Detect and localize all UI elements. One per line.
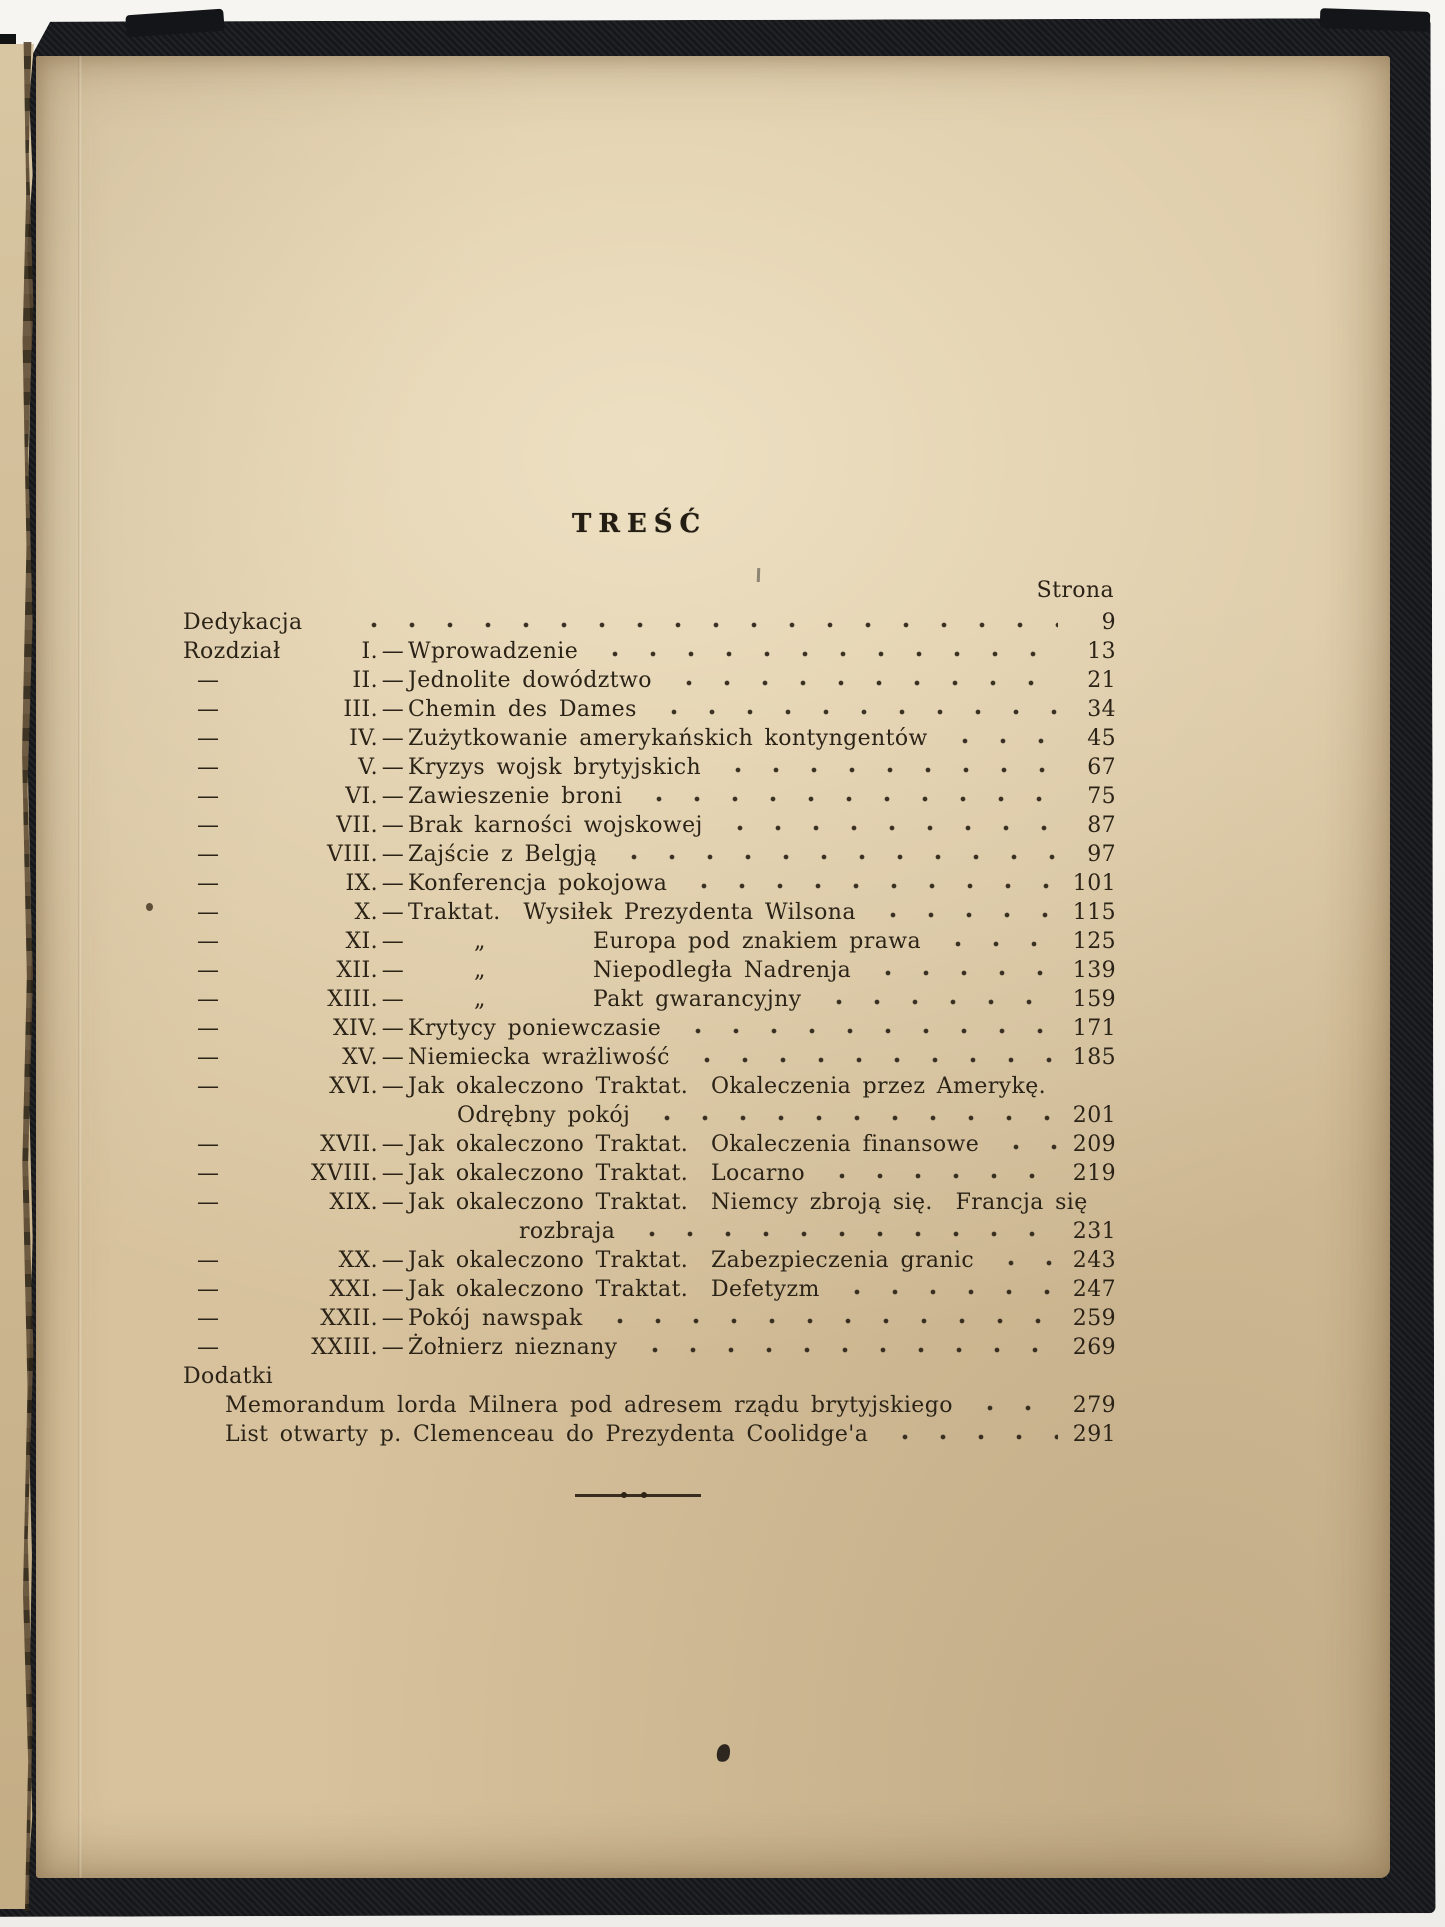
chapter-numeral: I. (361, 639, 378, 664)
chapter-title: Niepodległa Nadrenja (593, 958, 852, 983)
ditto-mark: „ (474, 958, 486, 983)
section-label: Dodatki (183, 1364, 274, 1389)
page-number: 125 (1072, 929, 1116, 954)
chapter-numeral: XXIII. (311, 1335, 378, 1360)
toc-row (183, 927, 1124, 956)
row-label: — (197, 813, 220, 838)
paper-crease (78, 56, 82, 1878)
dot-leader (638, 782, 1058, 811)
chapter-numeral: II. (352, 668, 378, 693)
toc-row (183, 1333, 1124, 1362)
chapter-title: Niemiecka wrażliwość (408, 1045, 670, 1070)
chapter-title: Żołnierz nieznany (408, 1335, 618, 1360)
toc-row (183, 985, 1124, 1014)
toc-row (183, 1188, 1124, 1217)
chapter-title: Zużytkowanie amerykańskich kontyngentów (408, 726, 928, 751)
page-number: 291 (1072, 1422, 1116, 1447)
page-number: 219 (1072, 1161, 1116, 1186)
toc-row (183, 695, 1124, 724)
dash-separator: — (381, 929, 405, 954)
dot-leader (969, 1391, 1058, 1420)
page-number: 279 (1072, 1393, 1116, 1418)
toc-row (183, 1275, 1124, 1304)
toc-row (183, 1130, 1124, 1159)
dash-separator: — (381, 1190, 405, 1215)
page-number: 21 (1087, 668, 1116, 693)
dot-leader (653, 695, 1058, 724)
dash-separator: — (381, 1161, 405, 1186)
page-number: 9 (1101, 610, 1116, 635)
dash-separator: — (381, 871, 405, 896)
row-label: — (197, 987, 220, 1012)
dash-separator: — (381, 697, 405, 722)
toc-row (183, 724, 1124, 753)
toc-row (183, 666, 1124, 695)
dash-separator: — (381, 842, 405, 867)
chapter-numeral: IV. (349, 726, 378, 751)
chapter-numeral: X. (354, 900, 378, 925)
row-label: — (197, 1074, 220, 1099)
row-label: — (197, 1335, 220, 1360)
chapter-numeral: IX. (345, 871, 378, 896)
chapter-numeral: XIV. (333, 1016, 378, 1041)
toc-row (183, 1043, 1124, 1072)
page-number: 13 (1087, 639, 1116, 664)
toc-row (183, 608, 1124, 637)
toc-row (183, 1159, 1124, 1188)
chapter-title: Jak okaleczono Traktat. Defetyzm (408, 1277, 820, 1302)
page-number: 209 (1072, 1132, 1116, 1157)
dash-separator: — (381, 1335, 405, 1360)
toc-row (183, 753, 1124, 782)
cover-cloth-fray (1320, 8, 1431, 32)
row-label: — (197, 755, 220, 780)
page-number: 259 (1072, 1306, 1116, 1331)
chapter-title: Kryzys wojsk brytyjskich (408, 755, 702, 780)
chapter-title: Traktat. Wysiłek Prezydenta Wilsona (408, 900, 856, 925)
row-label: — (197, 726, 220, 751)
chapter-title: Pokój nawspak (408, 1306, 583, 1331)
row-label: — (197, 1190, 220, 1215)
dot-leader (613, 840, 1058, 869)
toc-content (183, 56, 1124, 1878)
page-number: 115 (1072, 900, 1116, 925)
dash-separator: — (381, 1132, 405, 1157)
row-label: — (197, 900, 220, 925)
page-number: 231 (1072, 1219, 1116, 1244)
chapter-title: Brak karności wojskowej (408, 813, 703, 838)
stray-mark (757, 568, 760, 582)
page-number: 45 (1087, 726, 1116, 751)
chapter-title: Europa pod znakiem prawa (593, 929, 921, 954)
dash-separator: — (381, 755, 405, 780)
dot-leader (884, 1420, 1058, 1449)
dash-separator: — (381, 639, 405, 664)
chapter-numeral: XVI. (329, 1074, 378, 1099)
page-number: 159 (1072, 987, 1116, 1012)
toc-row (183, 869, 1124, 898)
dot-leader (646, 1101, 1058, 1130)
row-label: — (197, 1248, 220, 1273)
toc-row (183, 1101, 1124, 1130)
dot-leader (990, 1246, 1058, 1275)
chapter-numeral: XIX. (329, 1190, 378, 1215)
row-label: — (197, 1161, 220, 1186)
dash-separator: — (381, 668, 405, 693)
dot-leader (719, 811, 1058, 840)
row-label: — (197, 1132, 220, 1157)
page-number: 201 (1072, 1103, 1116, 1128)
page-number: 75 (1087, 784, 1116, 809)
page-number: 139 (1072, 958, 1116, 983)
dash-separator: — (381, 1248, 405, 1273)
chapter-numeral: V. (358, 755, 378, 780)
dash-separator: — (381, 1306, 405, 1331)
ditto-mark: „ (474, 929, 486, 954)
toc-row (183, 1217, 1124, 1246)
row-label: — (197, 929, 220, 954)
dash-separator: — (381, 813, 405, 838)
toc-row (183, 840, 1124, 869)
dash-separator: — (381, 1277, 405, 1302)
toc-list (183, 608, 1124, 1449)
toc-row (183, 1246, 1124, 1275)
dot-leader (686, 1043, 1058, 1072)
toc-row (183, 782, 1124, 811)
toc-row (183, 1420, 1124, 1449)
row-label: — (197, 1045, 220, 1070)
chapter-numeral: XX. (338, 1248, 378, 1273)
chapter-numeral: III. (343, 697, 378, 722)
row-label: Dedykacja (183, 610, 303, 635)
chapter-numeral: VI. (345, 784, 378, 809)
chapter-title: Chemin des Dames (408, 697, 637, 722)
dot-leader (599, 1304, 1058, 1333)
chapter-title-continued: Odrębny pokój (457, 1103, 631, 1128)
dot-leader (944, 724, 1058, 753)
row-label: — (197, 1306, 220, 1331)
chapter-title: Zawieszenie broni (408, 784, 623, 809)
chapter-numeral: XVIII. (310, 1161, 378, 1186)
toc-row (183, 1391, 1124, 1420)
dash-separator: — (381, 987, 405, 1012)
toc-row (183, 1072, 1124, 1101)
chapter-numeral: XII. (336, 958, 378, 983)
dash-separator: — (381, 900, 405, 925)
chapter-numeral: XV. (342, 1045, 378, 1070)
chapter-title: Wprowadzenie (408, 639, 579, 664)
dot-leader (872, 898, 1058, 927)
toc-row (183, 1362, 1124, 1391)
page-number: 97 (1087, 842, 1116, 867)
dot-leader (995, 1130, 1058, 1159)
dash-separator: — (381, 1016, 405, 1041)
dash-separator: — (381, 1045, 405, 1070)
ink-speck (146, 903, 153, 911)
chapter-numeral: VIII. (327, 842, 378, 867)
book-page (36, 56, 1390, 1878)
row-label: — (197, 1277, 220, 1302)
dot-leader (353, 608, 1058, 637)
dash-separator: — (381, 1074, 405, 1099)
page-number: 247 (1072, 1277, 1116, 1302)
page-number: 243 (1072, 1248, 1116, 1273)
toc-row (183, 637, 1124, 666)
row-label: — (197, 842, 220, 867)
page-column-label: Strona (1036, 578, 1114, 603)
toc-row (183, 898, 1124, 927)
page-number: 34 (1087, 697, 1116, 722)
toc-row (183, 1304, 1124, 1333)
chapter-numeral: XIII. (327, 987, 378, 1012)
toc-row (183, 1014, 1124, 1043)
appendix-title: Memorandum lorda Milnera pod adresem rządu brytyjskiego (225, 1393, 953, 1418)
dot-leader (937, 927, 1058, 956)
dot-leader (717, 753, 1058, 782)
chapter-title: Pakt gwarancyjny (593, 987, 802, 1012)
dot-leader (818, 985, 1059, 1014)
dash-separator: — (381, 726, 405, 751)
page-number: 269 (1072, 1335, 1116, 1360)
chapter-numeral: XXII. (320, 1306, 378, 1331)
dash-separator: — (381, 784, 405, 809)
chapter-title: Jak okaleczono Traktat. Okaleczenia finansowe (408, 1132, 980, 1157)
chapter-title: Jak okaleczono Traktat. Locarno (408, 1161, 806, 1186)
dot-leader (836, 1275, 1058, 1304)
dot-leader (683, 869, 1058, 898)
chapter-numeral: XI. (345, 929, 378, 954)
dot-leader (668, 666, 1058, 695)
chapter-numeral: XVII. (320, 1132, 378, 1157)
chapter-title: Krytycy poniewczasie (408, 1016, 662, 1041)
toc-row (183, 956, 1124, 985)
page-number: 101 (1072, 871, 1116, 896)
chapter-title: Jak okaleczono Traktat. Zabezpieczenia granic (408, 1248, 975, 1273)
dot-leader (677, 1014, 1058, 1043)
chapter-title-continued: rozbraja (519, 1219, 616, 1244)
dash-separator: — (381, 958, 405, 983)
appendix-title: List otwarty p. Clemenceau do Prezydenta Coolidge'a (225, 1422, 869, 1447)
toc-row (183, 811, 1124, 840)
row-label: Rozdział (183, 639, 281, 664)
chapter-numeral: VII. (336, 813, 378, 838)
row-label: — (197, 668, 220, 693)
row-label: — (197, 1016, 220, 1041)
chapter-title: Zajście z Belgją (408, 842, 598, 867)
dot-leader (594, 637, 1058, 666)
page-number: 67 (1087, 755, 1116, 780)
chapter-title: Jednolite dowództwo (408, 668, 652, 693)
chapter-title: Jak okaleczono Traktat. Okaleczenia przez Amerykę. (408, 1074, 1047, 1099)
page-title: TREŚĆ (572, 509, 708, 539)
page-number: 185 (1072, 1045, 1116, 1070)
dot-leader (821, 1159, 1058, 1188)
ditto-mark: „ (474, 987, 486, 1012)
row-label: — (197, 697, 220, 722)
chapter-numeral: XXI. (329, 1277, 378, 1302)
page-number: 87 (1087, 813, 1116, 838)
dot-leader (634, 1333, 1059, 1362)
dot-leader (631, 1217, 1058, 1246)
chapter-title: Konferencja pokojowa (408, 871, 668, 896)
section-divider (575, 1494, 701, 1497)
row-label: — (197, 958, 220, 983)
page-number: 171 (1072, 1016, 1116, 1041)
row-label: — (197, 871, 220, 896)
row-label: — (197, 784, 220, 809)
chapter-title: Jak okaleczono Traktat. Niemcy zbroją się. Francja się (408, 1190, 1088, 1215)
dot-leader (867, 956, 1058, 985)
